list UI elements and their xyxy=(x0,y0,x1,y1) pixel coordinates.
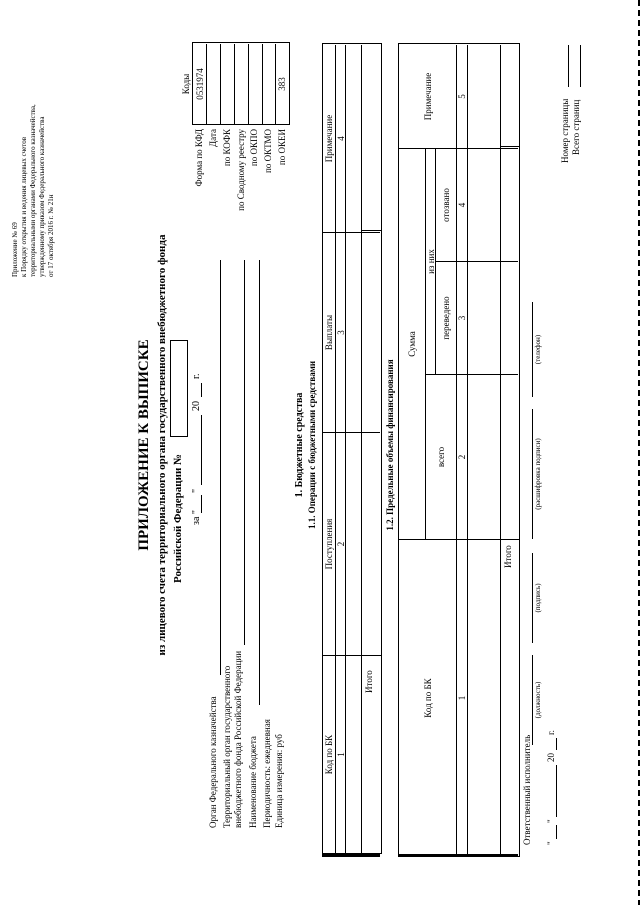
column-header: Сумма xyxy=(407,331,417,357)
date-year-line xyxy=(201,383,202,397)
registry-label: по Сводному реестру xyxy=(236,129,246,211)
limits-total-box xyxy=(500,146,520,540)
signature-caption: (подпись) xyxy=(534,583,542,613)
page-subtitle: из лицевого счета территориального органа государственного внебюджетного фонда xyxy=(156,234,168,656)
budget-line[interactable] xyxy=(259,260,260,705)
column-number: 3 xyxy=(335,330,346,335)
header-note xyxy=(11,104,56,277)
column-header: Код по БК xyxy=(422,678,433,718)
column-header: Код по БК xyxy=(324,734,334,775)
account-number-label: Российской Федерации № xyxy=(172,453,184,583)
section-1-title: 1. Бюджетные средства xyxy=(294,392,305,498)
column-number: 5 xyxy=(457,94,467,99)
phone-caption: (телефон) xyxy=(534,334,542,365)
date-label: Дата xyxy=(208,129,218,147)
header-note-line: Приложение № 69 xyxy=(11,222,19,277)
account-number-box[interactable] xyxy=(170,340,188,437)
column-number: 1 xyxy=(335,752,346,757)
header-note-line: территориальными органами Федерального казначейства, xyxy=(29,104,37,277)
limits-total-label: Итого xyxy=(503,545,513,568)
signature-line[interactable] xyxy=(532,553,533,643)
codes-row-divider xyxy=(206,44,207,124)
column-number: 1 xyxy=(457,695,467,701)
kofk-label: по КОФК xyxy=(222,129,232,167)
date-suffix: г. xyxy=(191,373,202,379)
decoding-line[interactable] xyxy=(532,409,533,539)
okpo-label: по ОКПО xyxy=(249,129,259,167)
column-header: переведено xyxy=(441,296,451,340)
footer-date-year: 20 xyxy=(546,753,556,762)
territorial-label: Территориальный орган государственного xyxy=(222,665,232,828)
header-note-line: от 17 октября 2016 г. № 21н xyxy=(47,194,55,277)
column-header: Примечание xyxy=(324,114,334,163)
phone-line[interactable] xyxy=(532,302,533,397)
section-1-2-title: 1.2. Предельные объемы финансирования xyxy=(385,359,395,531)
position-line[interactable] xyxy=(532,655,533,745)
decoding-caption: (расшифровка подписи) xyxy=(534,438,542,510)
footer-year-line[interactable] xyxy=(556,738,557,750)
table-left-border xyxy=(322,854,380,857)
table-numbers-divider xyxy=(467,45,468,856)
codes-header: Коды xyxy=(180,73,191,95)
footer-date-quote: " xyxy=(546,841,556,845)
territorial-label: внебюджетного фонда Российской Федерации xyxy=(233,650,243,828)
budget-label: Наименование бюджета xyxy=(248,736,258,828)
header-note-line: к Порядку открытия и ведения лицевых счетов xyxy=(20,136,28,277)
footer-date-quote: " xyxy=(546,819,556,823)
page-number-label: Номер страницы xyxy=(560,98,570,163)
date-day-line xyxy=(201,495,202,513)
column-header: Примечание xyxy=(422,72,433,121)
date-quote: " xyxy=(191,488,202,493)
column-header: отозвано xyxy=(441,188,451,222)
executor-label: Ответственный исполнитель xyxy=(522,734,532,845)
page-number-line[interactable] xyxy=(568,45,569,87)
date-prefix: за " xyxy=(191,510,202,525)
unit-label: Единица измерения: руб xyxy=(274,734,284,828)
table-numbers-divider xyxy=(345,45,346,853)
codes-row-divider xyxy=(234,44,235,124)
position-caption: (должность) xyxy=(534,681,542,719)
okei-code-value: 383 xyxy=(277,77,287,91)
column-header: всего xyxy=(436,446,446,468)
form-label: Форма по КФД xyxy=(194,129,204,187)
page-title: ПРИЛОЖЕНИЕ К ВЫПИСКЕ xyxy=(136,339,152,551)
column-number: 2 xyxy=(457,454,467,460)
column-number: 4 xyxy=(457,202,467,208)
column-number: 3 xyxy=(457,315,467,321)
codes-row-divider xyxy=(220,44,221,124)
form-code-value: 0531974 xyxy=(194,68,205,100)
footer-month-line[interactable] xyxy=(556,765,557,817)
territorial-line[interactable] xyxy=(244,260,245,645)
codes-row-divider xyxy=(262,44,263,124)
section-1-1-title: 1.1. Операции с бюджетными средствами xyxy=(307,360,317,530)
table-left-border xyxy=(398,854,518,857)
oktmo-label: по ОКТМО xyxy=(263,129,273,173)
operations-total-box xyxy=(361,230,382,656)
column-header: из них xyxy=(425,249,436,274)
organ-label: Орган Федерального казначейства xyxy=(208,696,218,828)
organ-line[interactable] xyxy=(220,260,221,675)
okei-label: по ОКЕИ xyxy=(277,129,287,166)
date-year: 20 xyxy=(191,401,202,411)
operations-total-label: Итого xyxy=(364,670,374,693)
total-pages-label: Всего страниц xyxy=(571,99,581,155)
codes-row-divider xyxy=(248,44,249,124)
periodicity-label: Периодичность: ежедневная xyxy=(262,719,272,828)
date-month-line xyxy=(201,415,202,485)
column-number: 2 xyxy=(335,541,346,547)
total-pages-line[interactable] xyxy=(580,45,581,87)
footer-day-line[interactable] xyxy=(556,825,557,839)
column-header: Выплаты xyxy=(324,314,334,351)
footer-date-suffix: г. xyxy=(546,730,556,735)
header-note-line: утвержденному приказом Федерального казначейства xyxy=(38,116,46,277)
column-header: Поступления xyxy=(324,518,334,570)
column-number: 4 xyxy=(335,136,346,141)
